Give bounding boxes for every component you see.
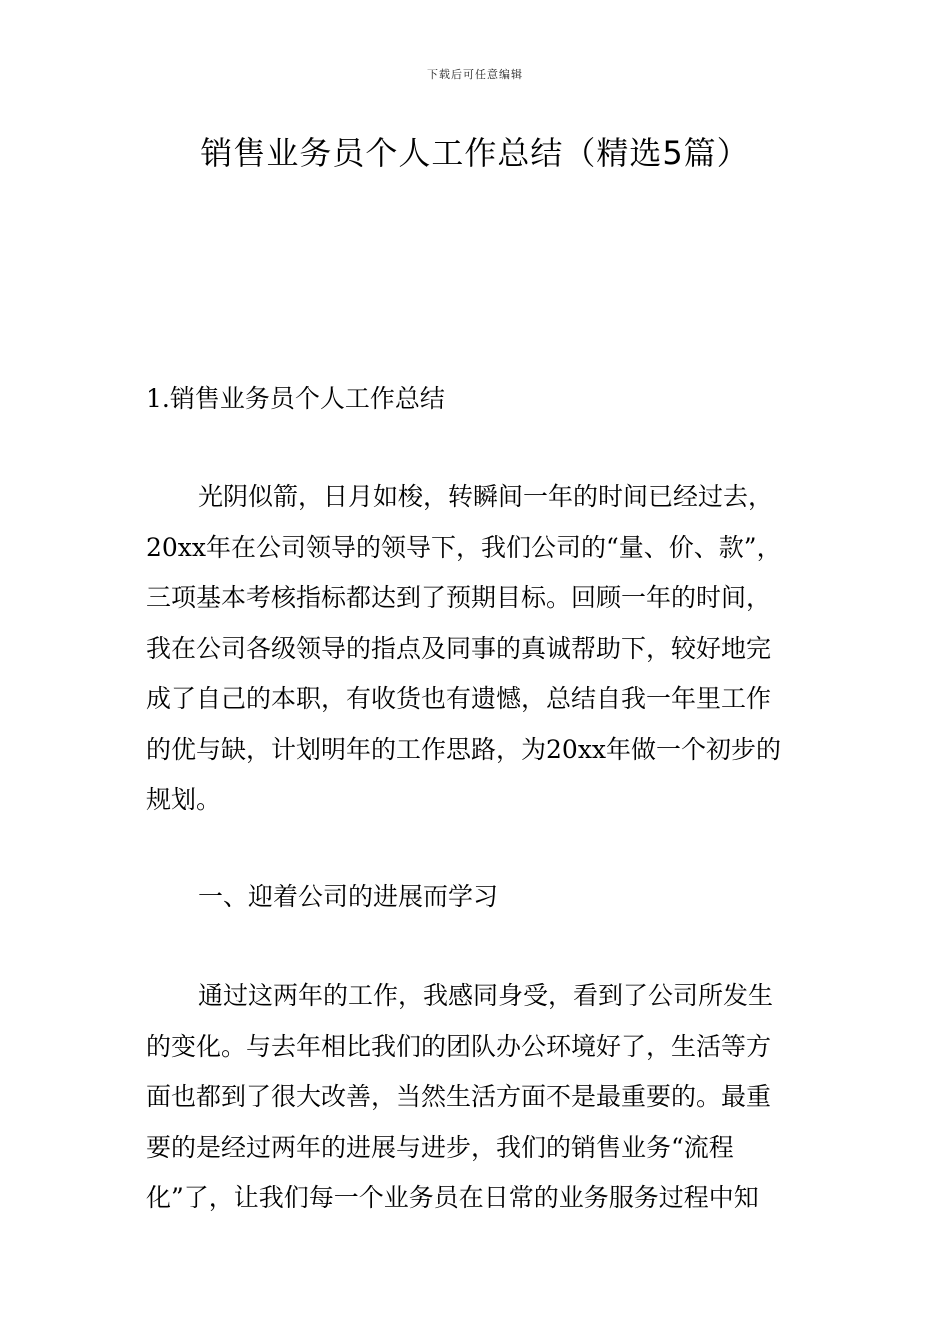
paragraph-intro [146,472,826,826]
paragraph-line: 要的是经过两年的进展与进步，我们的销售业务“流程 [146,1132,734,1162]
document-title: 销售业务员个人工作总结（精选5篇） [200,134,750,172]
paragraph-line: 通过这两年的工作，我感同身受，看到了公司所发生 [198,981,774,1010]
paragraph-line: 三项基本考核指标都达到了预期目标。回顾一年的时间， [146,583,772,612]
section-heading: 1.销售业务员个人工作总结 [146,384,445,413]
paragraph-line: 面也都到了很大改善，当然生活方面不是最重要的。最重 [146,1082,772,1111]
paragraph-line: 我在公司各级领导的指点及同事的真诚帮助下，较好地完 [146,633,772,663]
header-note: 下载后可任意编辑 [427,68,523,81]
subheading: 一、迎着公司的进展而学习 [198,882,499,911]
paragraph-line: 化”了，让我们每一个业务员在日常的业务服务过程中知 [146,1183,759,1212]
paragraph-line: 规划。 [146,785,222,814]
paragraph-line: 光阴似箭，日月如梭，转瞬间一年的时间已经过去， [198,482,774,511]
paragraph-line: 成了自己的本职，有收货也有遗憾，总结自我一年里工作 [146,684,772,713]
paragraph-line: 的变化。与去年相比我们的团队办公环境好了，生活等方 [146,1031,772,1061]
paragraph-line: 的优与缺，计划明年的工作思路，为20xx年做一个初步的 [146,734,782,764]
paragraph-learning [146,971,826,1224]
paragraph-line: 20xx年在公司领导的领导下，我们公司的“量、价、款”， [146,532,782,562]
